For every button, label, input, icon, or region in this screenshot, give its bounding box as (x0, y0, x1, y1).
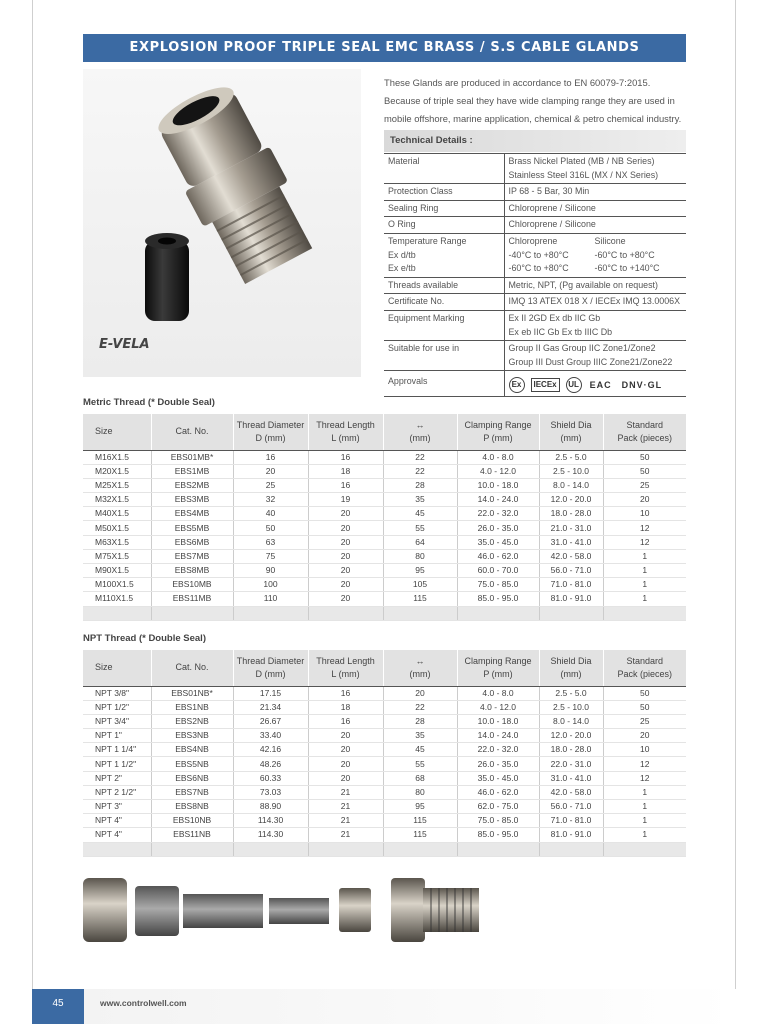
table-cell: NPT 4" (83, 814, 151, 828)
table-cell: 20 (308, 521, 383, 535)
col-clamping-header: Clamping Range P (mm) (457, 414, 539, 450)
table-cell: 19 (308, 493, 383, 507)
table-row (83, 743, 686, 757)
table-cell: EBS4NB (151, 743, 233, 757)
table-cell: 16 (308, 686, 383, 700)
table-cell: 90 (233, 564, 308, 578)
table-cell: 16 (308, 450, 383, 464)
tech-value: Metric, NPT, (Pg available on request) (504, 277, 686, 294)
table-cell: 42.0 - 58.0 (539, 549, 603, 563)
table-cell: 114.30 (233, 828, 308, 842)
tech-label: Sealing Ring (384, 200, 504, 217)
table-cell: 10.0 - 18.0 (457, 714, 539, 728)
table-cell: 20 (308, 757, 383, 771)
table-cell: 4.0 - 12.0 (457, 700, 539, 714)
table-cell: EBS8MB (151, 564, 233, 578)
temp-value: -40°C to +80°C (508, 249, 569, 260)
tech-value: Chloroprene / Silicone (504, 200, 686, 217)
table-row (83, 578, 686, 592)
table-cell: 80 (383, 785, 457, 799)
table-cell: 2.5 - 10.0 (539, 464, 603, 478)
table-cell: 22.0 - 32.0 (457, 743, 539, 757)
table-cell: EBS10NB (151, 814, 233, 828)
table-cell: NPT 1" (83, 729, 151, 743)
table-row (83, 785, 686, 799)
table-cell: 105 (383, 578, 457, 592)
col-wrench-header: ↔ (mm) (383, 414, 457, 450)
table-cell: 55 (383, 521, 457, 535)
col-cat-header: Cat. No. (151, 414, 233, 450)
table-cell: 31.0 - 41.0 (539, 535, 603, 549)
table-cell: 28 (383, 478, 457, 492)
seal-insert-icon (145, 233, 189, 321)
table-cell: 20 (603, 493, 686, 507)
npt-section-title: NPT Thread (* Double Seal) (83, 633, 206, 644)
table-cell: M20X1.5 (83, 464, 151, 478)
table-cell: 32 (233, 493, 308, 507)
table-cell: EBS5NB (151, 757, 233, 771)
table-cell: 31.0 - 41.0 (539, 771, 603, 785)
tech-value: Ex eb IIC Gb Ex tb IIIC Db (508, 326, 613, 337)
ul-mark-icon: UL (566, 377, 582, 393)
table-cell: M40X1.5 (83, 507, 151, 521)
table-cell: 10.0 - 18.0 (457, 478, 539, 492)
tech-value: Chloroprene / Silicone (504, 217, 686, 234)
table-cell: 17.15 (233, 686, 308, 700)
table-row (83, 450, 686, 464)
tech-value: Stainless Steel 316L (MX / NX Series) (508, 169, 659, 180)
tech-row-material (384, 154, 686, 184)
table-cell: 21.34 (233, 700, 308, 714)
left-border-line (32, 0, 33, 1024)
table-cell: 45 (383, 743, 457, 757)
tech-label: Material (384, 154, 504, 184)
table-cell: EBS01MB* (151, 450, 233, 464)
table-cell: 71.0 - 81.0 (539, 578, 603, 592)
table-cell: 50 (603, 686, 686, 700)
table-cell: 60.33 (233, 771, 308, 785)
table-cell: 35.0 - 45.0 (457, 535, 539, 549)
table-cell: EBS3MB (151, 493, 233, 507)
iecex-mark-icon: IECEx (531, 378, 560, 392)
product-label: E-VELA (99, 337, 150, 352)
tech-label: O Ring (384, 217, 504, 234)
table-cell: 28 (383, 714, 457, 728)
table-cell: NPT 1 1/4" (83, 743, 151, 757)
table-cell: 12 (603, 535, 686, 549)
right-border-line (735, 0, 736, 1024)
table-cell: 115 (383, 592, 457, 606)
table-cell: 21 (308, 814, 383, 828)
table-cell: 10 (603, 743, 686, 757)
table-cell: EBS6NB (151, 771, 233, 785)
page-number: 45 (32, 989, 84, 1024)
table-row (83, 800, 686, 814)
table-cell: 18 (308, 700, 383, 714)
col-diameter-header: Thread Diameter D (mm) (233, 650, 308, 686)
table-cell: 22.0 - 32.0 (457, 507, 539, 521)
table-cell: 12 (603, 521, 686, 535)
table-cell: 68 (383, 771, 457, 785)
table-cell: 22 (383, 700, 457, 714)
table-cell: 2.5 - 5.0 (539, 686, 603, 700)
table-row (83, 592, 686, 606)
table-cell: 20 (308, 507, 383, 521)
table-cell: 22 (383, 450, 457, 464)
table-row (83, 464, 686, 478)
ex-mark-icon: Ex (509, 377, 525, 393)
temp-value: -60°C to +80°C (508, 263, 569, 274)
tech-value: Brass Nickel Plated (MB / NB Series) (508, 156, 655, 166)
col-length-header: Thread Length L (mm) (308, 650, 383, 686)
intro-text: These Glands are produced in accordance to EN 60079-7:2015. Because of triple seal they have wide clamping range they are used in mobile offshore, marine application, chemical & petro chemical industry. (384, 77, 682, 124)
table-cell: 12.0 - 20.0 (539, 493, 603, 507)
table-cell: NPT 1/2" (83, 700, 151, 714)
table-row (83, 686, 686, 700)
table-cell: NPT 2 1/2" (83, 785, 151, 799)
table-cell: 88.90 (233, 800, 308, 814)
tech-row-temperature (384, 233, 686, 277)
temp-value: -60°C to +80°C (594, 249, 655, 260)
table-cell: 16 (233, 450, 308, 464)
table-cell: 62.0 - 75.0 (457, 800, 539, 814)
temp-header: Chloroprene (508, 235, 558, 246)
table-cell: 14.0 - 24.0 (457, 493, 539, 507)
table-cell: 1 (603, 814, 686, 828)
table-cell: 110 (233, 592, 308, 606)
col-length-header: Thread Length L (mm) (308, 414, 383, 450)
table-cell: 56.0 - 71.0 (539, 564, 603, 578)
table-cell: 42.16 (233, 743, 308, 757)
table-cell: 25 (233, 478, 308, 492)
table-cell: 1 (603, 592, 686, 606)
table-row (83, 714, 686, 728)
table-cell: 20 (308, 535, 383, 549)
website-url: www.controlwell.com (100, 998, 187, 1008)
tech-label: Ex d/tb (388, 249, 416, 260)
table-cell: 50 (603, 450, 686, 464)
table-cell: EBS2NB (151, 714, 233, 728)
table-cell: 1 (603, 800, 686, 814)
table-cell: 20 (308, 578, 383, 592)
tech-value: IMQ 13 ATEX 018 X / IECEx IMQ 13.0006X (504, 294, 686, 311)
table-row (83, 564, 686, 578)
table-cell: 8.0 - 14.0 (539, 714, 603, 728)
tech-row-protection (384, 184, 686, 201)
table-cell: 46.0 - 62.0 (457, 785, 539, 799)
table-cell: 45 (383, 507, 457, 521)
table-cell: 21 (308, 785, 383, 799)
table-cell: 16 (308, 714, 383, 728)
table-cell: 4.0 - 12.0 (457, 464, 539, 478)
table-cell: 55 (383, 757, 457, 771)
table-cell: EBS8NB (151, 800, 233, 814)
table-cell: 20 (308, 564, 383, 578)
table-row (83, 700, 686, 714)
table-cell: 64 (383, 535, 457, 549)
tech-value: IP 68 - 5 Bar, 30 Min (504, 184, 686, 201)
table-cell: 20 (308, 771, 383, 785)
col-pack-header: Standard Pack (pieces) (603, 414, 686, 450)
tech-row-approvals (384, 371, 686, 397)
col-size-header: Size (83, 414, 151, 450)
table-cell: EBS01NB* (151, 686, 233, 700)
eac-mark-icon: EAC (589, 380, 612, 391)
cable-gland-illustration (83, 69, 361, 377)
col-diameter-header: Thread Diameter D (mm) (233, 414, 308, 450)
table-cell: EBS10MB (151, 578, 233, 592)
table-cell: 63 (233, 535, 308, 549)
table-cell: 46.0 - 62.0 (457, 549, 539, 563)
table-cell: 21.0 - 31.0 (539, 521, 603, 535)
tech-label: Ex e/tb (388, 263, 416, 274)
table-cell: NPT 2" (83, 771, 151, 785)
table-cell: 50 (603, 464, 686, 478)
table-cell: 25 (603, 478, 686, 492)
table-cell: 35.0 - 45.0 (457, 771, 539, 785)
col-cat-header: Cat. No. (151, 650, 233, 686)
table-cell: 35 (383, 729, 457, 743)
col-shield-header: Shield Dia (mm) (539, 650, 603, 686)
tech-value: Ex II 2GD Ex db IIC Gb (508, 312, 601, 323)
table-cell: EBS1MB (151, 464, 233, 478)
table-cell: EBS11NB (151, 828, 233, 842)
table-cell: 25 (603, 714, 686, 728)
table-cell: 1 (603, 578, 686, 592)
page-title: EXPLOSION PROOF TRIPLE SEAL EMC BRASS / S.S CABLE GLANDS (83, 34, 686, 62)
tech-label: Protection Class (384, 184, 504, 201)
table-cell: M50X1.5 (83, 521, 151, 535)
table-cell: M110X1.5 (83, 592, 151, 606)
table-cell: 50 (603, 700, 686, 714)
metric-thread-table (83, 414, 686, 621)
table-cell: 81.0 - 91.0 (539, 592, 603, 606)
table-cell: 114.30 (233, 814, 308, 828)
table-cell: NPT 4" (83, 828, 151, 842)
table-cell: 75.0 - 85.0 (457, 814, 539, 828)
table-spacer-row (83, 842, 686, 856)
col-size-header: Size (83, 650, 151, 686)
metric-section-title: Metric Thread (* Double Seal) (83, 397, 215, 408)
table-cell: 20 (603, 729, 686, 743)
table-cell: 20 (308, 549, 383, 563)
approval-marks (509, 375, 683, 395)
table-cell: 18.0 - 28.0 (539, 743, 603, 757)
table-cell: 20 (308, 729, 383, 743)
tech-label: Equipment Marking (384, 310, 504, 340)
table-cell: 20 (308, 743, 383, 757)
table-cell: 2.5 - 5.0 (539, 450, 603, 464)
table-cell: 20 (308, 592, 383, 606)
page-footer (32, 989, 736, 1024)
table-cell: 71.0 - 81.0 (539, 814, 603, 828)
table-cell: 48.26 (233, 757, 308, 771)
table-cell: 115 (383, 828, 457, 842)
table-row (83, 828, 686, 842)
table-cell: 35 (383, 493, 457, 507)
table-cell: 26.0 - 35.0 (457, 521, 539, 535)
col-clamping-header: Clamping Range P (mm) (457, 650, 539, 686)
tech-label: Certificate No. (384, 294, 504, 311)
table-cell: M90X1.5 (83, 564, 151, 578)
table-cell: 16 (308, 478, 383, 492)
wrench-icon: ↔ (415, 655, 425, 666)
table-cell: 50 (233, 521, 308, 535)
tech-label: Temperature Range (388, 235, 467, 246)
table-cell: 26.0 - 35.0 (457, 757, 539, 771)
tech-value: Group III Dust Group IIIC Zone21/Zone22 (508, 356, 673, 367)
table-cell: 85.0 - 95.0 (457, 592, 539, 606)
tech-row-marking (384, 310, 686, 340)
table-cell: 26.67 (233, 714, 308, 728)
table-cell: 81.0 - 91.0 (539, 828, 603, 842)
dnv-gl-mark-icon: DNV·GL (621, 380, 663, 391)
temp-value: -60°C to +140°C (594, 263, 660, 274)
table-cell: M25X1.5 (83, 478, 151, 492)
table-cell: 4.0 - 8.0 (457, 450, 539, 464)
tech-label: Approvals (384, 371, 504, 397)
tech-details-heading: Technical Details : (384, 130, 686, 152)
npt-thread-table (83, 650, 686, 857)
table-cell: NPT 3/8" (83, 686, 151, 700)
table-cell: 22.0 - 31.0 (539, 757, 603, 771)
table-row (83, 521, 686, 535)
table-cell: M63X1.5 (83, 535, 151, 549)
table-row (83, 478, 686, 492)
table-cell: EBS1NB (151, 700, 233, 714)
table-cell: 10 (603, 507, 686, 521)
table-cell: 115 (383, 814, 457, 828)
table-cell: 20 (383, 686, 457, 700)
table-cell: 60.0 - 70.0 (457, 564, 539, 578)
tech-row-oring (384, 217, 686, 234)
tech-label: Threads available (384, 277, 504, 294)
table-cell: NPT 1 1/2" (83, 757, 151, 771)
exploded-gland-illustration (83, 868, 493, 948)
table-cell: 80 (383, 549, 457, 563)
table-cell: 12 (603, 757, 686, 771)
table-row (83, 814, 686, 828)
table-cell: 1 (603, 828, 686, 842)
table-cell: 42.0 - 58.0 (539, 785, 603, 799)
table-cell: M32X1.5 (83, 493, 151, 507)
table-cell: EBS5MB (151, 521, 233, 535)
table-cell: 12.0 - 20.0 (539, 729, 603, 743)
table-cell: 4.0 - 8.0 (457, 686, 539, 700)
table-cell: 21 (308, 828, 383, 842)
gland-parts-icon (83, 868, 493, 948)
tech-details-table (384, 153, 686, 397)
table-cell: 18 (308, 464, 383, 478)
table-cell: 12 (603, 771, 686, 785)
tech-row-threads (384, 277, 686, 294)
table-cell: 33.40 (233, 729, 308, 743)
table-cell: 40 (233, 507, 308, 521)
table-cell: EBS7NB (151, 785, 233, 799)
table-cell: 75 (233, 549, 308, 563)
table-row (83, 535, 686, 549)
table-cell: 1 (603, 564, 686, 578)
table-cell: 2.5 - 10.0 (539, 700, 603, 714)
table-cell: 20 (233, 464, 308, 478)
tech-value: Group II Gas Group IIC Zone1/Zone2 (508, 343, 656, 354)
table-cell: M16X1.5 (83, 450, 151, 464)
product-photo (83, 69, 361, 377)
wrench-icon: ↔ (415, 419, 425, 430)
table-row (83, 493, 686, 507)
table-cell: 1 (603, 785, 686, 799)
table-cell: EBS4MB (151, 507, 233, 521)
tech-row-certificate (384, 294, 686, 311)
table-cell: 95 (383, 800, 457, 814)
table-cell: 75.0 - 85.0 (457, 578, 539, 592)
table-cell: 21 (308, 800, 383, 814)
table-cell: EBS2MB (151, 478, 233, 492)
table-cell: 14.0 - 24.0 (457, 729, 539, 743)
table-cell: 18.0 - 28.0 (539, 507, 603, 521)
table-row (83, 729, 686, 743)
table-cell: EBS3NB (151, 729, 233, 743)
table-cell: M100X1.5 (83, 578, 151, 592)
tech-label: Suitable for use in (384, 341, 504, 371)
temp-header: Silicone (594, 235, 626, 246)
table-row (83, 757, 686, 771)
table-cell: M75X1.5 (83, 549, 151, 563)
tech-row-suitable (384, 341, 686, 371)
col-pack-header: Standard Pack (pieces) (603, 650, 686, 686)
tech-row-sealing (384, 200, 686, 217)
table-cell: 8.0 - 14.0 (539, 478, 603, 492)
table-cell: 85.0 - 95.0 (457, 828, 539, 842)
table-row (83, 507, 686, 521)
table-cell: EBS11MB (151, 592, 233, 606)
table-cell: NPT 3/4" (83, 714, 151, 728)
table-cell: EBS7MB (151, 549, 233, 563)
table-row (83, 549, 686, 563)
table-cell: 1 (603, 549, 686, 563)
table-header-row (83, 650, 686, 686)
table-cell: EBS6MB (151, 535, 233, 549)
table-cell: 100 (233, 578, 308, 592)
table-header-row (83, 414, 686, 450)
table-spacer-row (83, 606, 686, 620)
table-row (83, 771, 686, 785)
table-cell: 95 (383, 564, 457, 578)
table-cell: NPT 3" (83, 800, 151, 814)
col-shield-header: Shield Dia (mm) (539, 414, 603, 450)
col-wrench-header: ↔ (mm) (383, 650, 457, 686)
table-cell: 73.03 (233, 785, 308, 799)
table-cell: 56.0 - 71.0 (539, 800, 603, 814)
table-cell: 22 (383, 464, 457, 478)
